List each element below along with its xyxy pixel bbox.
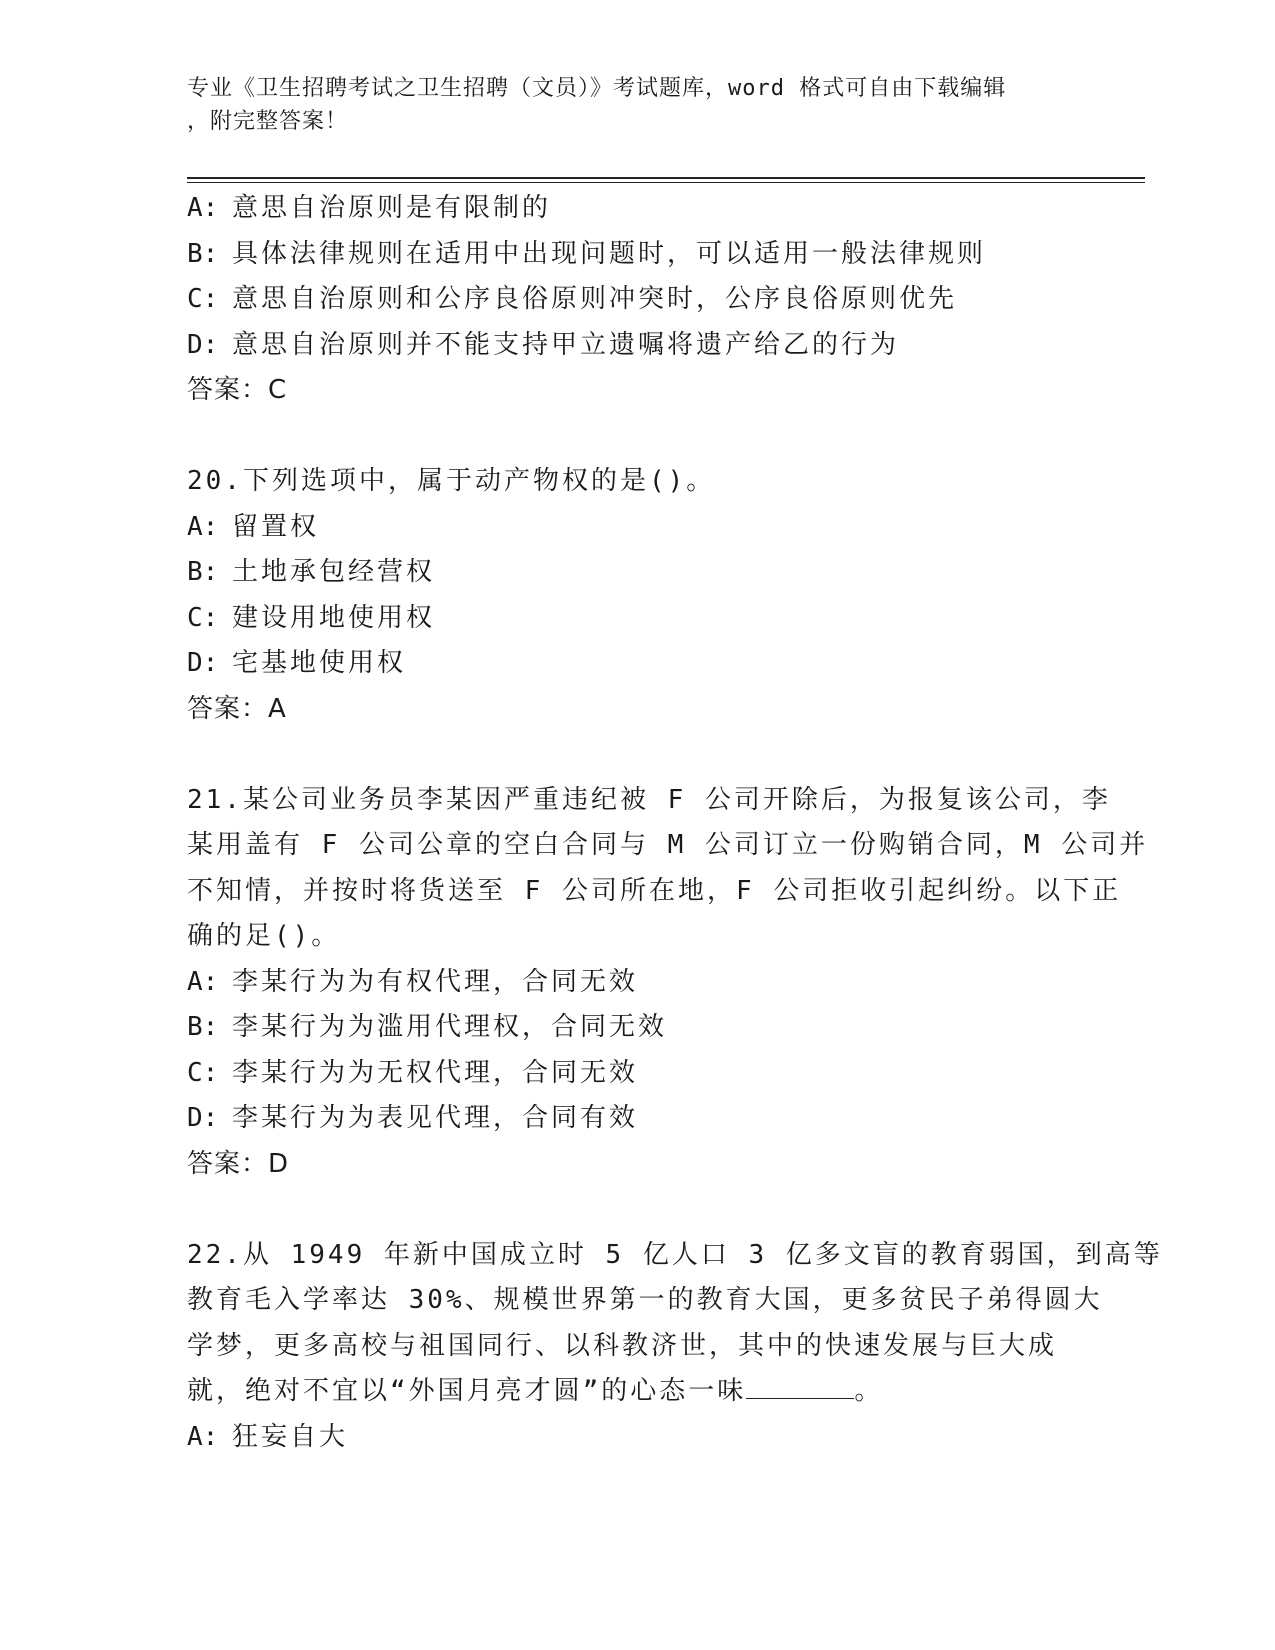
option-c: C: 李某行为为无权代理，合同无效: [187, 1057, 639, 1088]
question-stem-line: 不知情，并按时将货送至 F 公司所在地，F 公司拒收引起纠纷。以下正: [187, 875, 1122, 906]
option-b: B: 李某行为为滥用代理权，合同无效: [187, 1012, 668, 1042]
question-stem-line: 学梦，更多高校与祖国同行、以科教济世，其中的快速发展与巨大成: [187, 1330, 1058, 1361]
header-divider-thick: [187, 177, 1145, 179]
question-stem-line: 21.某公司业务员李某因严重违纪被 F 公司开除后，为报复该公司，李: [187, 784, 1111, 815]
option-a: A: 李某行为为有权代理，合同无效: [187, 966, 639, 997]
question-stem-line: 22.从 1949 年新中国成立时 5 亿人口 3 亿多文盲的教育弱国，到高等: [187, 1239, 1163, 1270]
question-22: [187, 1233, 1163, 1461]
option-b: B: 具体法律规则在适用中出现问题时，可以适用一般法律规则: [187, 238, 987, 269]
option-d: D: 李某行为为表见代理，合同有效: [187, 1103, 639, 1133]
question-list: [187, 186, 1163, 1460]
header-divider-thin: [187, 182, 1145, 183]
option-d: D: 宅基地使用权: [187, 648, 407, 678]
fill-in-blank: [746, 1374, 854, 1399]
question-19-continued: [187, 186, 1087, 414]
question-stem: 20.下列选项中，属于动产物权的是()。: [187, 466, 716, 496]
answer-line: 答案：D: [187, 1148, 290, 1179]
option-c: C: 建设用地使用权: [187, 602, 436, 633]
question-stem-line: 确的足()。: [187, 921, 341, 951]
question-20: [187, 459, 1087, 732]
header-line-2: ，附完整答案！: [187, 109, 349, 134]
question-stem-line-last: 就，绝对不宜以“外国月亮才圆”的心态一味 。: [187, 1376, 884, 1406]
option-b: B: 土地承包经营权: [187, 557, 436, 587]
option-c: C: 意思自治原则和公序良俗原则冲突时，公序良俗原则优先: [187, 284, 958, 314]
question-stem-line: 教育毛入学率达 30%、规模世界第一的教育大国，更多贫民子弟得圆大: [187, 1285, 1103, 1315]
question-21: [187, 778, 1149, 1188]
answer-line: 答案：C: [187, 375, 288, 405]
header-line-1: 专业《卫生招聘考试之卫生招聘（文员）》考试题库，word 格式可自由下载编辑: [187, 76, 1007, 101]
answer-line: 答案：A: [187, 693, 287, 724]
document-header: [187, 72, 1087, 138]
question-stem-line: 某用盖有 F 公司公章的空白合同与 M 公司订立一份购销合同，M 公司并: [187, 830, 1149, 860]
option-a: A: 狂妄自大: [187, 1421, 349, 1452]
option-d: D: 意思自治原则并不能支持甲立遗嘱将遗产给乙的行为: [187, 329, 900, 360]
option-a: A: 留置权: [187, 511, 320, 542]
option-a: A: 意思自治原则是有限制的: [187, 193, 552, 223]
